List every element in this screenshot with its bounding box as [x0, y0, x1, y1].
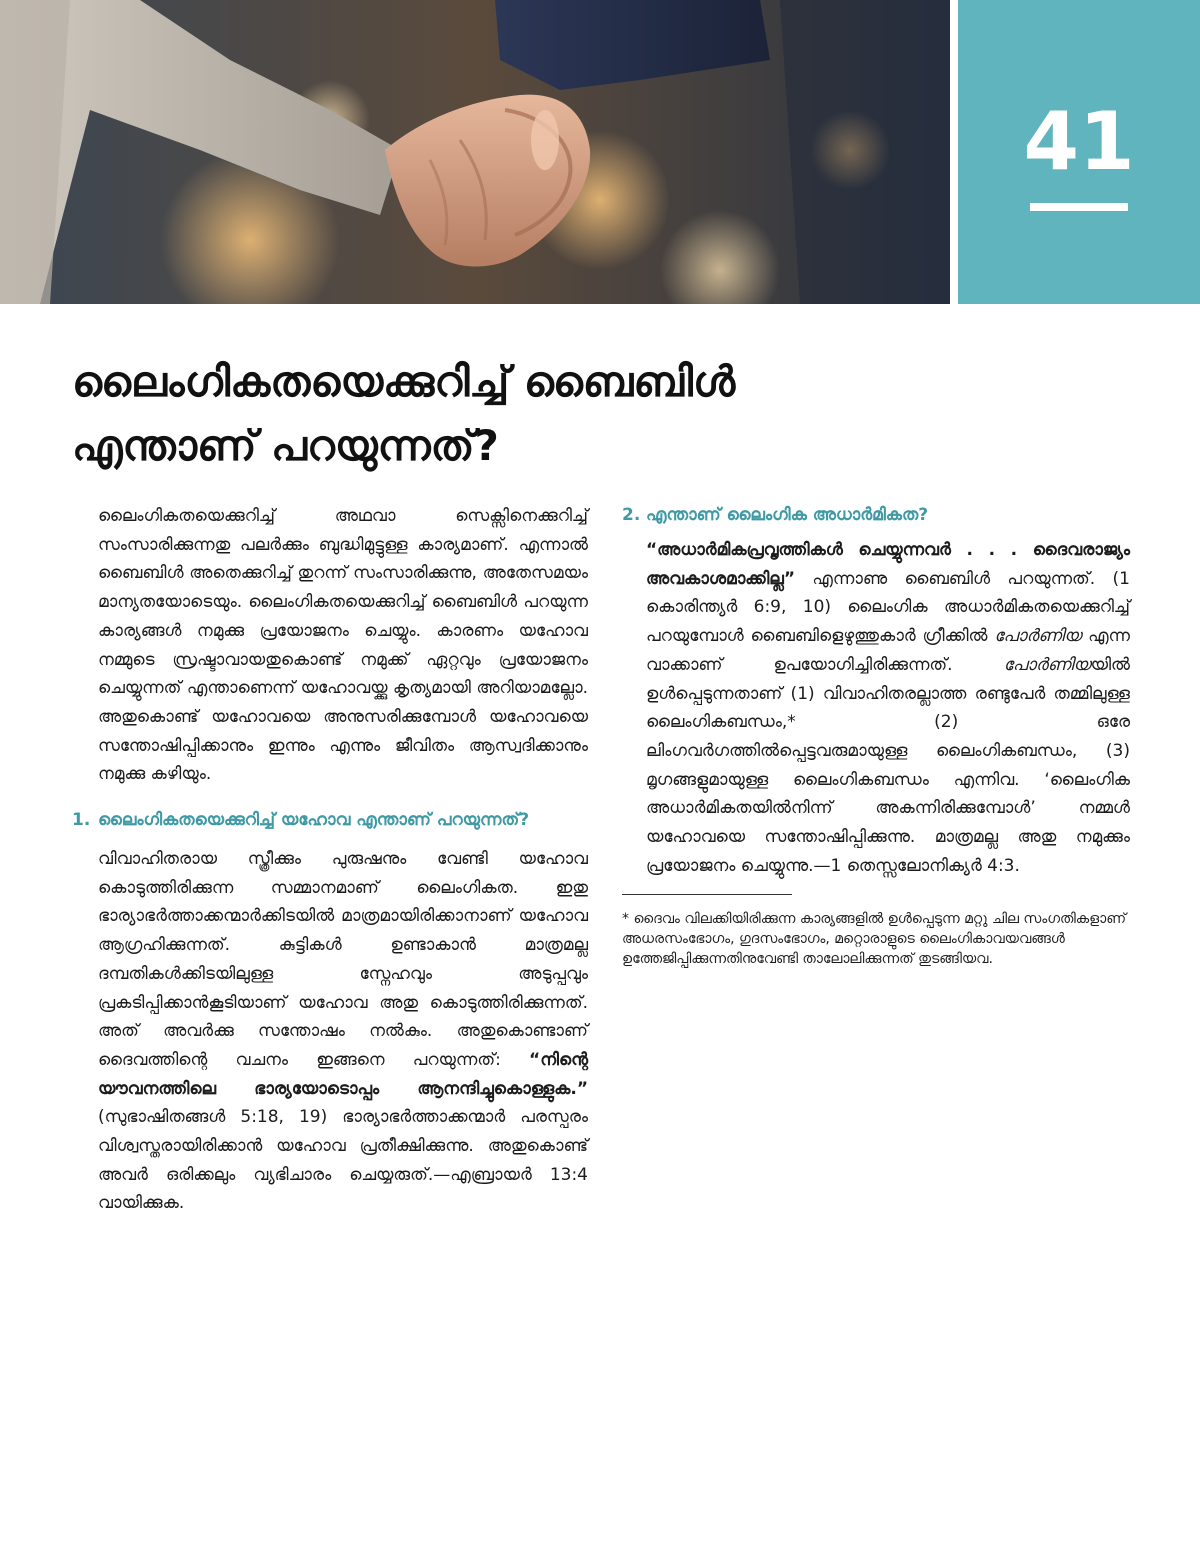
question-1-number: 1. [72, 810, 91, 831]
question-1-text: ലൈംഗികതയെക്കുറിച്ച് യഹോവ എന്താണ് പറയുന്നത്? [98, 810, 530, 831]
answer-2-text-1: എന്നാണു ബൈബിൾ പറയുന്നത്. (1 കൊരിന്ത്യർ 6:9, 10) ലൈംഗിക അധാർമികതയെക്കുറിച്ച് പറയുമ്പോൾ ബൈബിളെഴുത്തുകാർ ഗ്രീക്കിൽ [646, 568, 1130, 647]
answer-1-text-2: (സുഭാഷിതങ്ങൾ 5:18, 19) ഭാര്യാഭർത്താക്കന്മാർ പരസ്പരം വിശ്വസ്തരായിരിക്കാൻ യഹോവ പ്രതീക്ഷിക്കുന്നു. അതുകൊണ്ട് അവർ ഒരിക്കലും വ്യഭിചാരം ചെയ്യരുത്.—എബ്രായർ 13:4 വായിക്കുക. [98, 1107, 588, 1214]
answer-2-quote: “അധാർമികപ്രവൃത്തികൾ ചെയ്യുന്നവർ . . . ദൈവരാജ്യം അവകാശമാക്കില്ല” [646, 540, 1130, 589]
hero-photo-holding-hands [0, 0, 950, 304]
question-2-number: 2. [622, 505, 641, 525]
right-column [622, 502, 1130, 969]
answer-2-text-3: യിൽ ഉൾപ്പെടുന്നതാണ് (1) വിവാഹിതരല്ലാത്ത രണ്ടുപേർ തമ്മിലുള്ള ലൈംഗികബന്ധം,* (2) ഒരേ ലിംഗവർഗത്തിൽപ്പെട്ടവരുമായുള്ള ലൈംഗികബന്ധം, (3) മൃഗങ്ങളുമായുള്ള ലൈംഗികബന്ധം എന്നിവ. ‘ലൈംഗിക അധാർമികതയിൽനിന്ന് അകന്നിരിക്കുമ്പോൾ’ നമ്മൾ യഹോവയെ സന്തോഷിപ്പിക്കുന്നു. മാത്രമല്ല അതു നമുക്കും പ്രയോജനം ചെയ്യുന്നു.—1 തെസ്സലോനിക്യർ 4:3. [646, 654, 1130, 876]
question-2 [622, 502, 1130, 528]
question-1 [72, 807, 588, 833]
question-2-text: എന്താണ് ലൈംഗിക അധാർമികത? [646, 505, 929, 525]
footnote-divider [622, 894, 792, 895]
answer-2-term: പോർണിയ [994, 626, 1082, 647]
lesson-number-box [958, 0, 1200, 304]
intro-paragraph: ലൈംഗികതയെക്കുറിച്ച് അഥവാ സെക്സിനെക്കുറിച്ച് സംസാരിക്കുന്നതു പലർക്കും ബുദ്ധിമുട്ടുള്ള കാര്യമാണ്. എന്നാൽ ബൈബിൾ അതെക്കുറിച്ച് തുറന്ന് സംസാരിക്കുന്നു, അതേസമയം മാന്യതയോടെയും. ലൈംഗികതയെക്കുറിച്ച് ബൈബിൾ പറയുന്ന കാര്യങ്ങൾ നമുക്കു പ്രയോജനം ചെയ്യും. കാരണം യഹോവ നമ്മുടെ സ്രഷ്ടാവായതുകൊണ്ട് നമുക്ക് ഏറ്റവും പ്രയോജനം ചെയ്യുന്നത് എന്താണെന്ന് യഹോവയ്ക്കു കൃത്യമായി അറിയാമല്ലോ. അതുകൊണ്ട് യഹോവയെ അനുസരിക്കുമ്പോൾ യഹോവയെ സന്തോഷിപ്പിക്കാനും ഇന്നും എന്നും ജീവിതം ആസ്വദിക്കാനും നമുക്കു കഴിയും. [98, 506, 588, 785]
answer-2-term-2: പോർണിയ [1003, 654, 1091, 675]
page-title: ലൈംഗികതയെക്കുറിച്ച് ബൈബിൾ എന്താണ് പറയുന്നത്? [72, 357, 736, 470]
answer-2-paragraph [646, 536, 1130, 880]
answer-1-paragraph [98, 845, 588, 1218]
answer-1-text-1: വിവാഹിതരായ സ്ത്രീക്കും പുരുഷനും വേണ്ടി യഹോവ കൊടുത്തിരിക്കുന്ന സമ്മാനമാണ് ലൈംഗികത. ഇതു ഭാര്യാഭർത്താക്കന്മാർക്കിടയിൽ മാത്രമായിരിക്കാനാണ് യഹോവ ആഗ്രഹിക്കുന്നത്. കുട്ടികൾ ഉണ്ടാകാൻ മാത്രമല്ല ദമ്പതികൾക്കിടയിലുള്ള സ്നേഹവും അടുപ്പവും പ്രകടിപ്പിക്കാൻകൂടിയാണ് യഹോവ അതു കൊടുത്തിരിക്കുന്നത്. അത് അവർക്കു സന്തോഷം നൽകും. അതുകൊണ്ടാണ് ദൈവത്തിന്റെ വചനം ഇങ്ങനെ പറയുന്നത്: [98, 849, 588, 1070]
left-column [72, 502, 589, 1218]
answer-2-text-2: എന്ന വാക്കാണ് ഉപയോഗിച്ചിരിക്കുന്നത്. [646, 626, 1130, 675]
lesson-number: 41 [1023, 95, 1135, 188]
lesson-number-underline [1030, 203, 1128, 211]
answer-1-quote: “നിന്റെ യൗവനത്തിലെ ഭാര്യയോടൊപ്പം ആനന്ദിച്ചുകൊള്ളുക.” [98, 1049, 589, 1099]
footnote: * ദൈവം വിലക്കിയിരിക്കുന്ന കാര്യങ്ങളിൽ ഉൾപ്പെടുന്ന മറ്റു ചില സംഗതികളാണ് അധരസംഭോഗം, ഗുദസംഭോഗം, മറ്റൊരാളുടെ ലൈംഗികാവയവങ്ങൾ ഉത്തേജിപ്പിക്കുന്നതിനുവേണ്ടി താലോലിക്കുന്നത് തുടങ്ങിയവ. [622, 911, 1127, 968]
